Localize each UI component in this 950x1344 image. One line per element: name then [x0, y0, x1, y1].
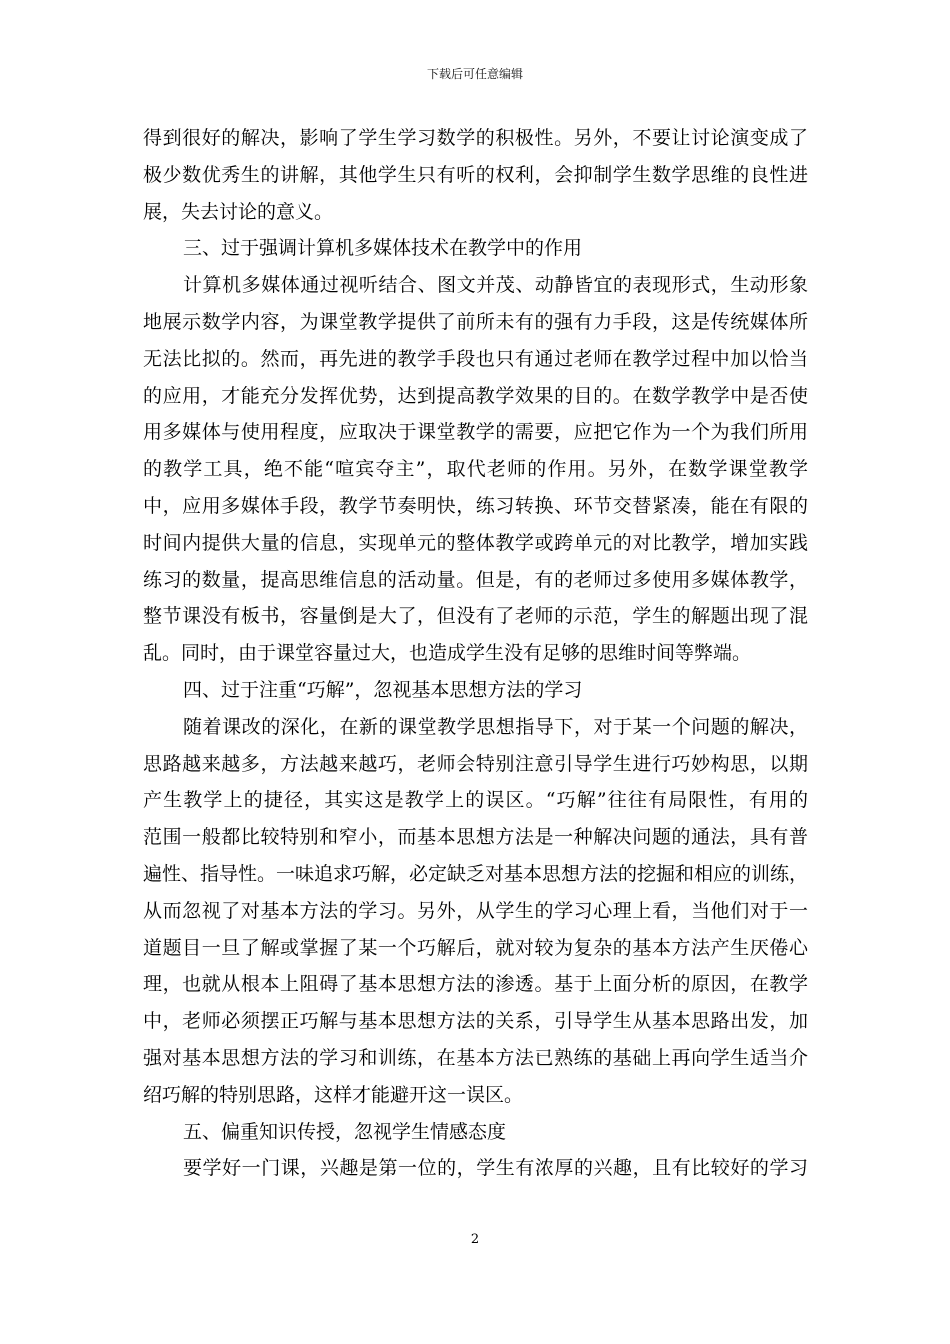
text-line: 时间内提供大量的信息，实现单元的整体教学或跨单元的对比教学，增加实践 [143, 531, 808, 554]
text-line: 计算机多媒体通过视听结合、图文并茂、动静皆宜的表现形式，生动形象 [183, 274, 808, 297]
text-line: 地展示数学内容，为课堂教学提供了前所未有的强有力手段，这是传统媒体所 [143, 310, 808, 333]
text-line: 思路越来越多，方法越来越巧，老师会特别注意引导学生进行巧妙构思，以期 [143, 752, 808, 775]
page-number: 2 [470, 1232, 480, 1247]
text-line: 得到很好的解决，影响了学生学习数学的积极性。另外，不要让讨论演变成了 [143, 127, 808, 149]
text-line: 整节课没有板书，容量倒是大了，但没有了老师的示范，学生的解题出现了混 [143, 605, 808, 628]
text-line: 极少数优秀生的讲解，其他学生只有听的权利，会抑制学生数学思维的良性进 [143, 163, 808, 186]
text-line: 强对基本思想方法的学习和训练，在基本方法已熟练的基础上再向学生适当介 [143, 1046, 808, 1069]
text-line: 无法比拟的。然而，再先进的教学手段也只有通过老师在教学过程中加以恰当 [143, 347, 808, 370]
text-line: 产生教学上的捷径，其实这是教学上的误区。“巧解”往往有局限性，有用的 [143, 789, 808, 812]
text-line: 理，也就从根本上阻碍了基本思想方法的渗透。基于上面分析的原因，在教学 [143, 973, 808, 996]
text-line: 展，失去讨论的意义。 [143, 200, 334, 223]
text-line: 用多媒体与使用程度，应取决于课堂教学的需要，应把它作为一个为我们所用 [143, 421, 808, 444]
text-line: 遍性、指导性。一味追求巧解，必定缺乏对基本思想方法的挖掘和相应的训练， [143, 862, 808, 885]
section-heading-5: 五、偏重知识传授，忽视学生情感态度 [183, 1120, 507, 1143]
body-text [143, 120, 808, 1187]
text-line: 中，应用多媒体手段，教学节奏明快，练习转换、环节交替紧凑，能在有限的 [143, 494, 808, 517]
text-line: 的应用，才能充分发挥优势，达到提高教学效果的目的。在数学教学中是否使 [143, 384, 808, 407]
text-line: 范围一般都比较特别和窄小，而基本思想方法是一种解决问题的通法，具有普 [143, 826, 808, 849]
text-line: 随着课改的深化，在新的课堂教学思想指导下，对于某一个问题的解决， [183, 715, 808, 738]
text-line: 练习的数量，提高思维信息的活动量。但是，有的老师过多使用多媒体教学， [143, 568, 808, 591]
text-line: 乱。同时，由于课堂容量过大，也造成学生没有足够的思维时间等弊端。 [143, 642, 752, 665]
text-line: 道题目一旦了解或掌握了某一个巧解后，就对较为复杂的基本方法产生厌倦心 [143, 936, 808, 959]
text-line: 绍巧解的特别思路，这样才能避开这一误区。 [143, 1083, 524, 1106]
section-heading-4: 四、过于注重“巧解”，忽视基本思想方法的学习 [183, 678, 583, 701]
text-line: 中，老师必须摆正巧解与基本思想方法的关系，引导学生从基本思路出发，加 [143, 1010, 808, 1033]
text-line: 要学好一门课，兴趣是第一位的，学生有浓厚的兴趣，且有比较好的学习 [183, 1157, 808, 1180]
text-line: 从而忽视了对基本方法的学习。另外，从学生的学习心理上看，当他们对于一 [143, 899, 808, 922]
section-heading-3: 三、过于强调计算机多媒体技术在教学中的作用 [183, 237, 583, 260]
page-header: 下载后可任意编辑 [426, 67, 523, 81]
text-line: 的教学工具，绝不能“喧宾夺主”，取代老师的作用。另外，在数学课堂教学 [143, 458, 808, 481]
